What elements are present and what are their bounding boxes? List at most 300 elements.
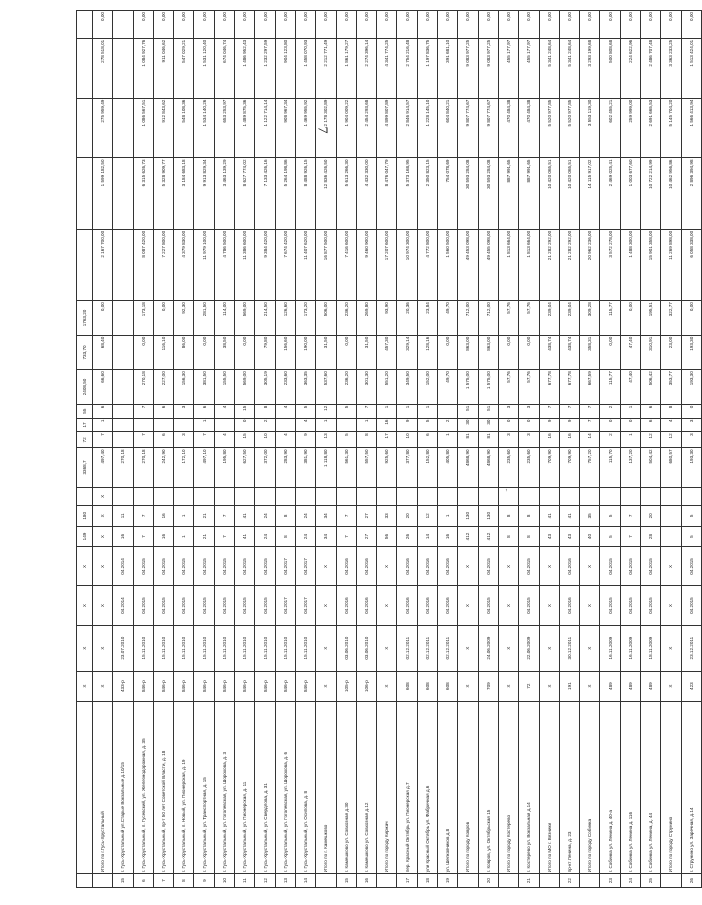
table-cell: 7 416 600,00 [336,229,356,300]
table-cell: X [580,586,600,625]
table-cell: 1 118,80 [316,448,336,487]
table-cell: 81 [458,432,478,448]
table-cell: 405,80 [438,448,458,487]
table-cell: 04.2015 [600,547,620,586]
table-cell: 57,76 [519,370,539,405]
table-cell [661,526,681,547]
table-cell [498,874,518,888]
table-cell: 846-р [235,671,255,701]
table-cell: 4 786 500,00 [214,229,234,300]
table-cell: 0,00 [681,301,701,336]
table-cell: 455 177,97 [519,38,539,98]
table-cell: 04.2015 [620,547,640,586]
table-cell: 7 [133,432,153,448]
table-cell: 489 [641,671,661,701]
table-cell: 5 264 198,86 [275,158,295,229]
table-cell: 281,50 [194,301,214,336]
table-cell: X [498,586,518,625]
table-cell: 56 [377,526,397,547]
table-cell: 7 [133,404,153,418]
table-cell: 25 [641,874,661,888]
table-cell: 04.2015 [600,586,620,625]
table-cell: X [93,487,113,505]
table-cell: 20 962 236,00 [580,229,600,300]
table-cell: 846-р [295,671,315,701]
table-cell: 17 [377,432,397,448]
table-cell: 04.2015 [620,586,640,625]
table-cell: 412 [458,526,478,547]
table-cell: 1 904 009,22 [336,98,356,158]
table-cell: 1 [174,526,194,547]
subtotal-row [316,11,336,888]
column-header [77,701,93,874]
table-cell [275,487,295,505]
table-cell: 0,00 [194,335,214,370]
table-cell: 11 386 600,00 [235,229,255,300]
table-cell: 12 [641,432,661,448]
table-cell: 21 [519,874,539,888]
table-cell: 5 145 704,20 [661,98,681,158]
column-header-row [77,11,93,888]
table-cell: 0,00 [620,11,640,39]
table-cell [336,487,356,505]
table-cell: X [316,625,336,671]
table-cell: 4 341 774,25 [377,38,397,98]
table-cell: пер. Красный Октябрь ул. Пионерская д.7 [397,701,417,874]
table-cell: 7 [133,505,153,526]
table-cell: 7 [133,526,153,547]
table-cell: 195,80 [214,448,234,487]
table-cell: 14 [295,874,315,888]
table-cell: 1 560 500,00 [438,229,458,300]
table-cell: 0,00 [519,335,539,370]
table-cell: 43 [539,526,559,547]
table-cell: 305,19 [255,370,275,405]
table-cell: X [458,625,478,671]
table-cell: 1 086 567,51 [133,98,153,158]
table-cell [458,874,478,888]
table-cell: 1 489 875,36 [235,98,255,158]
table-cell: 04.2014 [113,547,133,586]
table-cell: 195,51 [641,301,661,336]
table-cell: 8 [519,505,539,526]
table-cell: 41 [539,505,559,526]
table-row [295,11,315,888]
table-cell: 0,00 [539,11,559,39]
table-cell [377,874,397,888]
table-cell [295,487,315,505]
table-cell: 92,30 [174,301,194,336]
table-cell: 911 046,62 [153,38,173,98]
table-cell: 31,50 [356,335,376,370]
table-cell: ул. Шелковчиков д.8 [438,701,458,874]
table-cell: 2 274 396,14 [356,38,376,98]
table-cell: 3 [174,404,194,418]
table-cell: 02.12.2011 [417,625,437,671]
table-cell: 4868,90 [478,448,498,487]
table-cell [681,487,701,505]
table-cell: 9 [295,432,315,448]
table-cell: 7 674 420,00 [275,229,295,300]
table-cell: X [661,671,681,701]
table-cell: 1 [377,404,397,418]
column-header: 149 [77,526,93,547]
table-row [397,11,417,888]
table-cell: г. Гусь-Хрустальный, ул. Свердлова, д. 31 [255,701,275,874]
table-cell [316,874,336,888]
table-cell: 10 420 065,51 [539,158,559,229]
table-cell: 0 [519,418,539,432]
table-cell: 47,40 [620,370,640,405]
table-cell: 1 566 413,94 [681,98,701,158]
table-cell: г. Собинка ул. Ленина д. 40-а [600,701,620,874]
table-cell: 114,00 [214,301,234,336]
table-cell: 3 [681,418,701,432]
table-cell: 173,18 [133,301,153,336]
table-cell: 0 [600,418,620,432]
table-cell: 5 341 248,64 [559,38,579,98]
table-cell: 470 484,38 [519,98,539,158]
column-header: 2408,50 [77,370,93,405]
table-cell: 6 058 338,00 [681,229,701,300]
table-cell: 0,00 [438,335,458,370]
table-cell: 04.2016 [438,586,458,625]
table-cell: 04.2015 [133,586,153,625]
table-cell: 0,00 [93,11,113,39]
table-cell: 224 622,96 [620,38,640,98]
table-cell: 1 513 424,01 [681,38,701,98]
table-cell: 0,00 [458,11,478,39]
table-cell [255,487,275,505]
table-cell: X [93,625,113,671]
table-cell: 57,76 [498,301,518,336]
table-cell [214,418,234,432]
table-cell: 57,76 [519,301,539,336]
table-cell: 846-р [214,671,234,701]
table-cell: 9 083 977,25 [458,38,478,98]
table-cell: 30 593 284,08 [478,158,498,229]
table-cell [377,487,397,505]
table-cell: 1 232 297,59 [255,38,275,98]
table-cell: 128,16 [417,335,437,370]
table-cell: 912 843,62 [153,98,173,158]
table-cell: 02.12.2011 [438,625,458,671]
table-cell: 2 [600,404,620,418]
table-cell [153,487,173,505]
column-header [77,158,93,229]
table-cell: 310,91 [641,335,661,370]
table-cell: г. Гусь-Хрустальный, ул. Гоголевская, ул. Шорохова, д. 3 [214,701,234,874]
table-body [93,11,702,888]
table-cell: Итого по г.Гусь-Хрустальный [93,701,113,874]
subtotal-row [93,11,113,888]
table-cell [113,11,133,39]
table-cell: 04.2015 [214,547,234,586]
table-row [275,11,295,888]
table-cell [600,487,620,505]
column-header: X [77,671,93,701]
table-cell: 3 [498,432,518,448]
table-cell: 709,90 [539,448,559,487]
table-cell: г. Собинка ул. Ленина д. 116 [620,701,640,874]
table-cell: 1 488 300,00 [620,229,640,300]
table-cell: 86,00 [174,335,194,370]
table-cell: 20 [397,505,417,526]
table-cell: 115,77 [600,301,620,336]
table-cell: 0,00 [397,11,417,39]
table-cell: 93,90 [377,301,397,336]
table-cell [153,418,173,432]
table-cell: 391 681,10 [438,38,458,98]
table-cell: 10 420 065,51 [559,158,579,229]
table-cell: 3 [498,404,518,418]
table-cell: 0,00 [417,11,437,39]
table-row [336,11,356,888]
table-cell: 846-р [255,671,275,701]
table-cell: 3 463 139,29 [214,158,234,229]
table-cell: г. Гусь-Хрустальный, ул. Транспортная, д. 15 [194,701,214,874]
table-cell: 14 115 917,02 [580,158,600,229]
table-cell: 0,00 [336,11,356,39]
table-cell: 7 [153,874,173,888]
table-cell: 3 [519,432,539,448]
table-cell: X [498,671,518,701]
table-cell: 172,10 [174,448,194,487]
table-cell: 0,00 [235,11,255,39]
table-cell: 846-р [133,671,153,701]
table-cell [661,874,681,888]
table-cell: 4868,90 [458,448,478,487]
table-cell: 0,00 [559,11,579,39]
table-cell: 16 877 500,00 [316,229,336,300]
table-cell: 6 [133,874,153,888]
table-cell: 10 974 300,00 [397,229,417,300]
table-cell: 757,20 [580,448,600,487]
table-cell: 1 [194,418,214,432]
table-cell: 438,74 [539,335,559,370]
table-row [620,11,640,888]
scan-mark: , [505,482,508,493]
table-cell: 30 593 284,08 [458,158,478,229]
table-cell: 0,00 [681,11,701,39]
column-header: 17 [77,418,93,432]
table-cell: 4 [214,404,234,418]
table-cell: 283,90 [275,448,295,487]
table-cell: 04.2016 [559,547,579,586]
table-cell: 15.11.2010 [235,625,255,671]
table-cell: 569,00 [235,370,255,405]
table-cell: 7 [93,432,113,448]
table-cell: 381,50 [194,370,214,405]
table-cell: 11 407 620,00 [295,229,315,300]
column-header [77,38,93,98]
table-cell [498,487,518,505]
table-cell: 1 084 927,76 [133,38,153,98]
table-cell: 5 [600,505,620,526]
table-cell: 754 078,69 [438,158,458,229]
table-cell: 322,77 [661,301,681,336]
table-row [133,11,153,888]
table-cell: 04.2015 [519,586,539,625]
table-cell: 3 553 119,30 [580,98,600,158]
table-cell: 7 [214,526,234,547]
table-cell: 8 476 047,79 [377,158,397,229]
table-cell: X [661,586,681,625]
table-cell: 4 899 807,89 [377,98,397,158]
table-cell: 4 772 800,00 [417,229,437,300]
table-cell [113,98,133,158]
table-cell: 04.2015 [214,586,234,625]
table-cell: 9 913 829,34 [194,158,214,229]
table-cell [93,874,113,888]
table-cell: 152,80 [417,448,437,487]
table-cell: X [539,547,559,586]
table-cell: 608 [438,671,458,701]
table-cell: 9 807 774,67 [478,98,498,158]
table-cell: Итого по МО г. Вязники [539,701,559,874]
table-cell: 235,60 [498,448,518,487]
table-cell: 1 197 836,75 [417,38,437,98]
table-cell [438,404,458,418]
table-cell: 15 [235,432,255,448]
table-cell: 353,77 [661,370,681,405]
subtotal-row [661,11,681,888]
table-cell: 0,00 [295,11,315,39]
table-cell: 0,00 [336,335,356,370]
table-cell: 1 [438,505,458,526]
table-cell: г. Гусь-Хрустальный ул.Старые Вокзальные д.10/15 [113,701,133,874]
table-cell: г. Камешково ул. Совхозная д.30 [336,701,356,874]
table-cell: г. Костерево ул. Вокзальная д.14 [519,701,539,874]
table-cell: 5 341 248,64 [539,38,559,98]
table-cell: 81 [478,432,498,448]
table-cell: 608 [417,671,437,701]
table-cell: 2 178 302,89 [316,98,336,158]
table-cell: 106-р [356,671,376,701]
table-cell: 04.2016 [559,586,579,625]
table-cell: 115,77 [600,370,620,405]
table-cell: 235,60 [519,448,539,487]
table-cell: 0,00 [214,11,234,39]
table-cell: 329,14 [397,335,417,370]
table-cell: 846-р [174,671,194,701]
table-cell: 677,78 [539,370,559,405]
table-cell: 0 [498,418,518,432]
table-cell: г. Струнино ул. Заречная, д.14 [681,701,701,874]
table-cell: 15.11.2010 [255,625,275,671]
table-cell [438,487,458,505]
table-cell: 5 [295,404,315,418]
table-cell [113,370,133,405]
table-cell: 04.2016 [417,586,437,625]
table-cell [174,418,194,432]
table-cell: 455 177,97 [498,38,518,98]
table-cell: 259 999,00 [620,98,640,158]
table-cell: 569,00 [235,301,255,336]
table-cell: 03.06.2010 [336,625,356,671]
table-cell: 04.2016 [438,547,458,586]
table-cell: 1 [397,404,417,418]
housing-program-table [76,10,702,888]
table-cell: 0,00 [93,301,113,336]
table-cell: 7 [620,526,640,547]
table-cell: 23.12.2011 [681,625,701,671]
subtotal-row [539,11,559,888]
table-cell: 04.2015 [235,586,255,625]
table-cell: ули Красный Октябрь ул. Фабричная д.6 [417,701,437,874]
table-cell: 68,40 [93,335,113,370]
table-cell: 105-р [336,671,356,701]
table-cell: 6 [153,432,173,448]
table-cell: 02.12.2011 [397,625,417,671]
table-cell: 130 [478,505,498,526]
table-cell: 15.11.2010 [295,625,315,671]
table-cell: 23,00 [661,335,681,370]
table-cell: 270,18 [113,448,133,487]
table-cell: 30.12.2011 [559,625,579,671]
table-cell: 269,80 [356,301,376,336]
table-cell: 04.2016 [356,547,376,586]
table-cell [580,487,600,505]
table-cell [113,301,133,336]
table-cell: 04.2017 [275,547,295,586]
table-cell: 0,00 [275,11,295,39]
table-cell: 20 [478,874,498,888]
table-cell: 15 [336,874,356,888]
table-cell: 358,31 [580,335,600,370]
table-cell: 506,42 [641,370,661,405]
table-cell [113,487,133,505]
table-cell: 04.2015 [235,547,255,586]
table-cell: 47,40 [620,335,640,370]
table-cell: 04.2015 [174,586,194,625]
table-cell: 1 813 664,00 [519,229,539,300]
table-cell: 8 488 926,15 [295,158,315,229]
table-cell: 116,10 [153,335,173,370]
table-cell: 57,76 [498,370,518,405]
table-cell: 6 [194,404,214,418]
table-cell: 0,00 [641,11,661,39]
column-header [77,11,93,39]
table-cell: 377,80 [397,448,417,487]
table-cell: Итого по городу Костерево [498,701,518,874]
table-cell: 16.11.2009 [620,625,640,671]
table-cell: 1 [417,404,437,418]
table-cell [356,487,376,505]
table-cell: 04.2016 [356,586,376,625]
table-cell: 1 575,00 [458,370,478,405]
table-cell: 0,00 [438,11,458,39]
table-cell: 15 [113,874,133,888]
table-cell: 604 840,21 [438,98,458,158]
table-cell: 0,00 [133,11,153,39]
table-cell [336,418,356,432]
table-cell: Итого по городу Собинка [580,701,600,874]
table-cell: 21 [194,505,214,526]
table-cell: 5 [600,526,620,547]
table-cell: 04.2015 [681,586,701,625]
table-cell: 13 [275,874,295,888]
table-cell: 925,60 [377,448,397,487]
table-cell: 23 [600,874,620,888]
table-cell: 1 [174,505,194,526]
table-cell: 04.2017 [295,586,315,625]
table-cell: 1 [438,432,458,448]
table-cell: 0,00 [356,11,376,39]
table-cell: 9 [194,874,214,888]
table-cell: 30 [478,418,498,432]
table-cell: 8 [356,432,376,448]
